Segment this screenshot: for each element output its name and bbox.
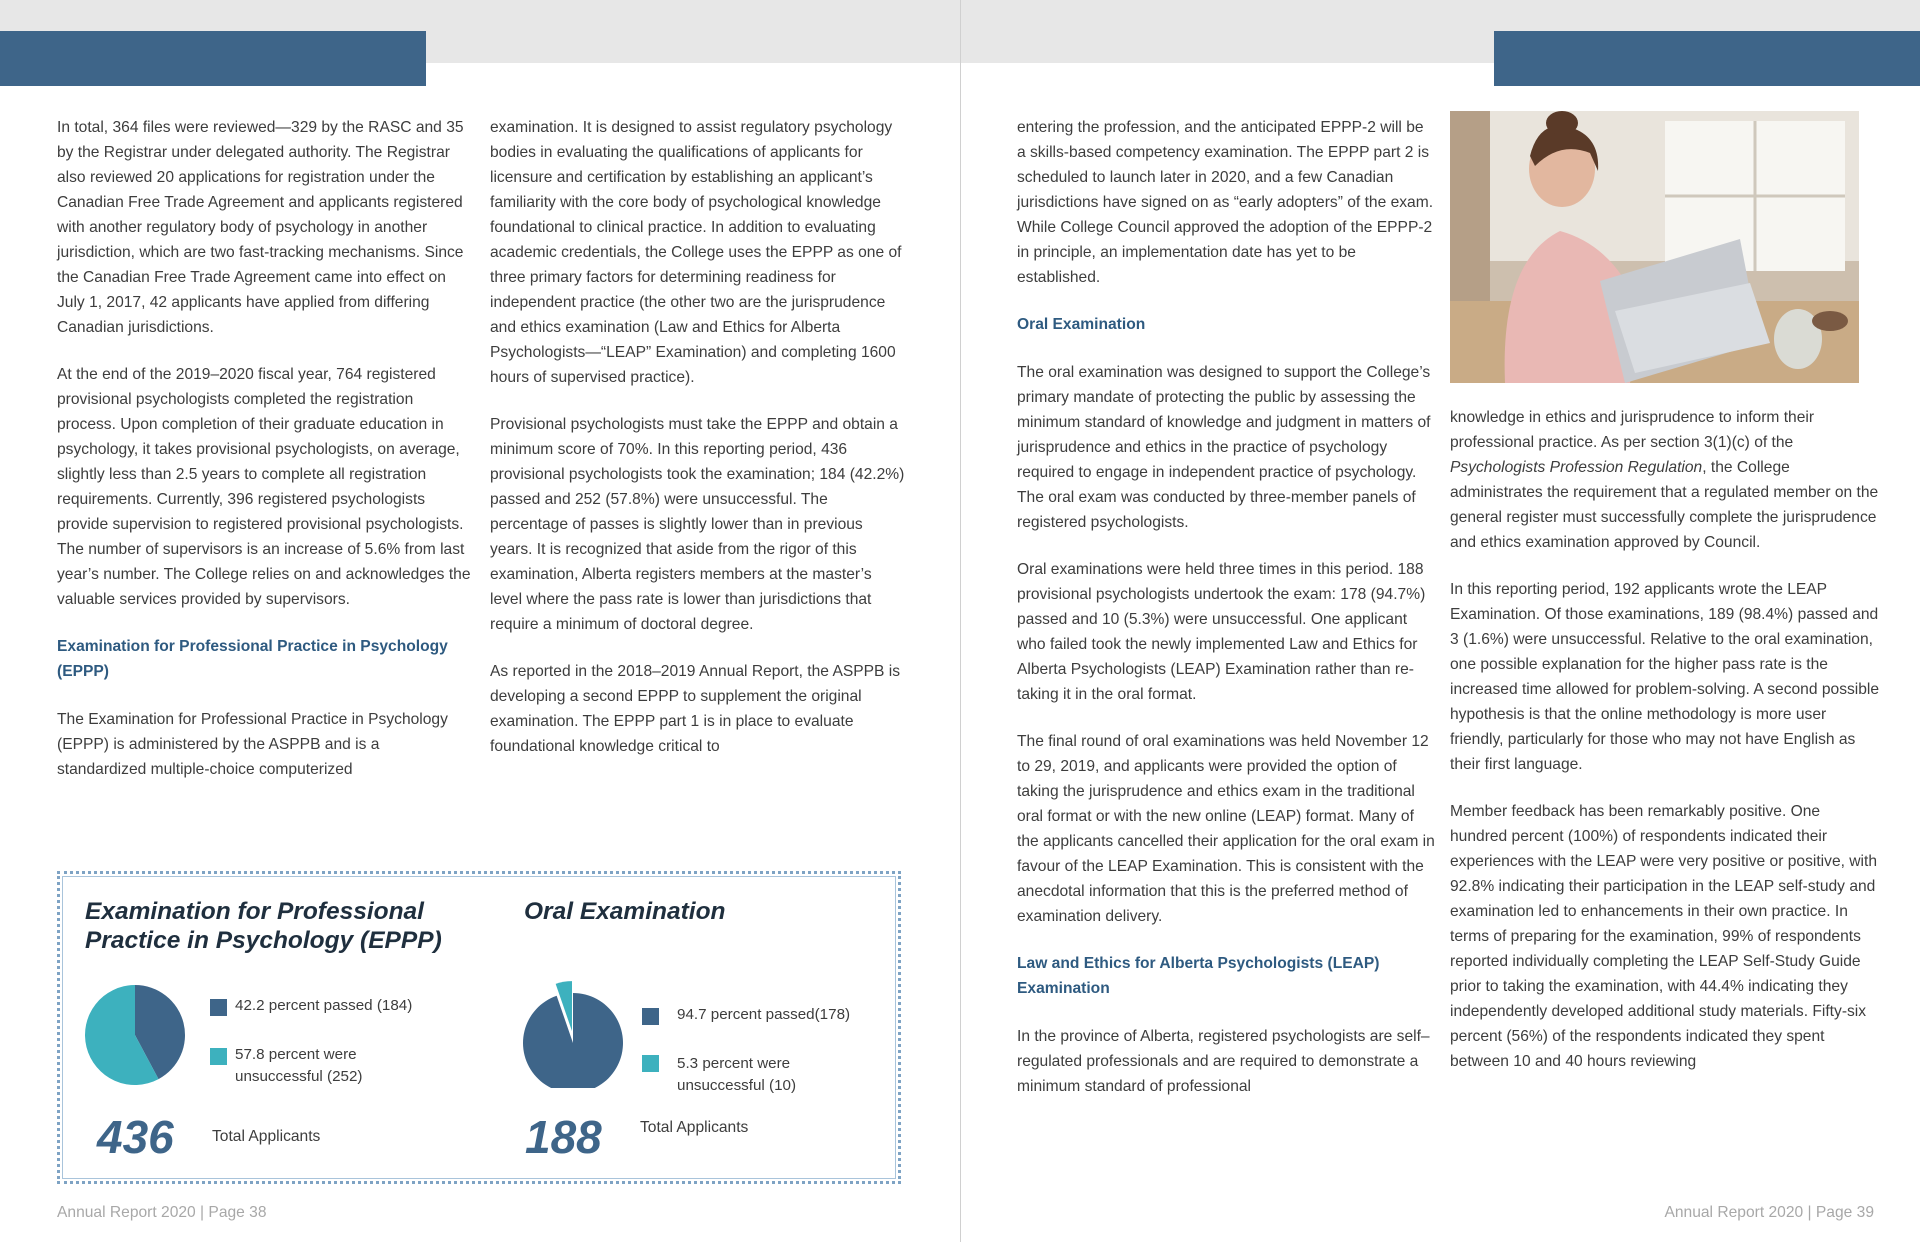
paragraph: At the end of the 2019–2020 fiscal year, 764 registered provisional psychologists completed the registration process. Upon completion of their graduate education in psychology, it takes provisional psychologists, on average, slightly less than 2.5 years to complete all registration requirements. Currently, 396 registered psychologists provide supervision to registered provisional psychologists. The number of supervisors is an increase of 5.6% from last year’s number. The College relies on and acknowledges the valuable services provided by supervisors.	[57, 366, 471, 608]
paragraph: The Examination for Professional Practice in Psychology (EPPP) is administered by the ASPPB and is a standardized multiple-choice computerized	[57, 711, 448, 778]
paragraph: Provisional psychologists must take the EPPP and obtain a minimum score of 70%. In this reporting period, 436 provisional psychologists took the examination; 184 (42.2%) passed and 252 (57.8%) were unsuccessful. The percentage of passes is slightly lower than in previous years. It is recognized that aside from the rigor of this examination, Alberta registers members at the master’s level where the pass rate is lower than jurisdictions that require a minimum of doctoral degree.	[490, 416, 905, 633]
paragraph: Oral examinations were held three times in this period. 188 provisional psychologists undertook the exam: 178 (94.7%) passed and 10 (5.3%) were unsuccessful. One applicant who failed took the newly implemented Law and Ethics for Alberta Psychologists (LEAP) Examination rather than re-taking it in the oral format.	[1017, 561, 1426, 703]
page-gutter	[960, 0, 961, 1242]
legend-swatch-passed	[210, 999, 227, 1016]
text-run: knowledge in ethics and jurisprudence to inform their professional practice. As per section 3(1)(c) of the	[1450, 409, 1815, 451]
paragraph	[1450, 405, 1880, 555]
photo-student-laptop	[1450, 111, 1859, 383]
oral-chart-title: Oral Examination	[524, 898, 726, 925]
oral-legend-passed: 94.7 percent passed(178)	[677, 1006, 851, 1023]
paragraph: In this reporting period, 192 applicants wrote the LEAP Examination. Of those examinations, 189 (98.4%) passed and 3 (1.6%) were unsuccessful. Relative to the oral examination, one possible explanation for the higher pass rate is the increased time allowed for problem-solving. A second possible hypothesis is that the online methodology is more user friendly, particularly for those who may not have English as their first language.	[1450, 581, 1880, 773]
text-run: , the College administrates the requirement that a regulated member on the general register must successfully complete the jurisprudence and ethics examination approved by Council.	[1450, 459, 1879, 551]
header-bar-left	[0, 31, 426, 86]
section-heading-eppp: Examination for Professional Practice in Psychology (EPPP)	[57, 638, 448, 680]
oral-total-label: Total Applicants	[640, 1119, 749, 1136]
eppp-legend-passed: 42.2 percent passed (184)	[235, 997, 413, 1014]
paragraph: In the province of Alberta, registered psychologists are self–regulated professionals and are required to demonstrate a minimum standard of professional	[1017, 1028, 1430, 1095]
section-heading-leap: Law and Ethics for Alberta Psychologists (LEAP) Examination	[1017, 955, 1380, 997]
header-bar-right	[1494, 31, 1920, 86]
regulation-title: Psychologists Profession Regulation	[1450, 459, 1703, 476]
footer-page-39: Annual Report 2020 | Page 39	[1664, 1204, 1874, 1221]
paragraph: As reported in the 2018–2019 Annual Report, the ASPPB is developing a second EPPP to supplement the original examination. The EPPP part 1 is in place to evaluate foundational knowledge critical to	[490, 663, 901, 755]
footer-page-38: Annual Report 2020 | Page 38	[57, 1204, 267, 1221]
paragraph: entering the profession, and the anticipated EPPP-2 will be a skills-based competency examination. The EPPP part 2 is scheduled to launch later in 2020, and a few Canadian jurisdictions have signed on as “early adopters” of the exam. While College Council approved the adoption of the EPPP-2 in principle, an implementation date has yet to be established.	[1017, 119, 1434, 286]
left-column-1	[57, 115, 472, 804]
paragraph: In total, 364 files were reviewed—329 by the RASC and 35 by the Registrar under delegated authority. The Registrar also reviewed 20 applications for registration under the Canadian Free Trade Agreement and applicants registered with another regulatory body of psychology in another jurisdiction, which are two fast-tracking mechanisms. Since the Canadian Free Trade Agreement came into effect on July 1, 2017, 42 applicants have applied from differing Canadian jurisdictions.	[57, 119, 464, 336]
paragraph: examination. It is designed to assist regulatory psychology bodies in evaluating the qualifications of applicants for licensure and certification by establishing an applicant’s familiarity with the core body of psychological knowledge foundational to clinical practice. In addition to evaluating academic credentials, the College uses the EPPP as one of three primary factors for determining readiness for independent practice (the other two are the jurisprudence and ethics examination (Law and Ethics for Alberta Psychologists—“LEAP” Examination) and completing 1600 hours of supervised practice).	[490, 119, 902, 386]
pie-slice-passed	[523, 993, 623, 1088]
left-column-2	[490, 115, 905, 781]
right-column-1	[1017, 115, 1435, 1121]
exam-stats-box	[57, 871, 901, 1184]
legend-swatch-failed	[210, 1048, 227, 1065]
eppp-pie-chart	[85, 985, 191, 1091]
section-heading-oral: Oral Examination	[1017, 316, 1146, 333]
oral-total-number: 188	[525, 1111, 602, 1163]
paragraph: The oral examination was designed to support the College’s primary mandate of protecting the public by assessing the minimum standard of knowledge and judgment in matters of jurisprudence and ethics in the practice of psychology required to engage in independent practice of psychology. The oral exam was conducted by three-member panels of registered psychologists.	[1017, 364, 1431, 531]
legend-swatch-failed	[642, 1055, 659, 1072]
eppp-chart-title: Examination for Professional Practice in Psychology (EPPP)	[85, 898, 442, 954]
legend-swatch-passed	[642, 1008, 659, 1025]
paragraph: The final round of oral examinations was held November 12 to 29, 2019, and applicants were provided the option of taking the jurisprudence and ethics exam in the traditional oral format or with the new online (LEAP) format. Many of the applicants cancelled their application for the oral exam in favour of the LEAP Examination. This is consistent with the anecdotal information that this is the preferred method of examination delivery.	[1017, 733, 1435, 925]
oral-pie-chart	[518, 978, 628, 1088]
eppp-legend-failed: 57.8 percent were unsuccessful (252)	[235, 1046, 363, 1085]
right-column-2	[1450, 405, 1880, 1096]
paragraph: Member feedback has been remarkably positive. One hundred percent (100%) of respondents indicated their experiences with the LEAP were very positive or positive, with 92.8% indicating their participation in the LEAP self-study and examination led to enhancements in their own practice. In terms of preparing for the examination, 99% of respondents reported individually completing the LEAP Self-Study Guide prior to taking the examination, with 44.4% indicating they independently developed additional study materials. Fifty-six percent (56%) of the respondents indicated they spent between 10 and 40 hours reviewing	[1450, 803, 1878, 1070]
eppp-total-number: 436	[97, 1111, 174, 1163]
oral-legend-failed: 5.3 percent were unsuccessful (10)	[677, 1055, 797, 1094]
eppp-total-label: Total Applicants	[212, 1128, 321, 1145]
